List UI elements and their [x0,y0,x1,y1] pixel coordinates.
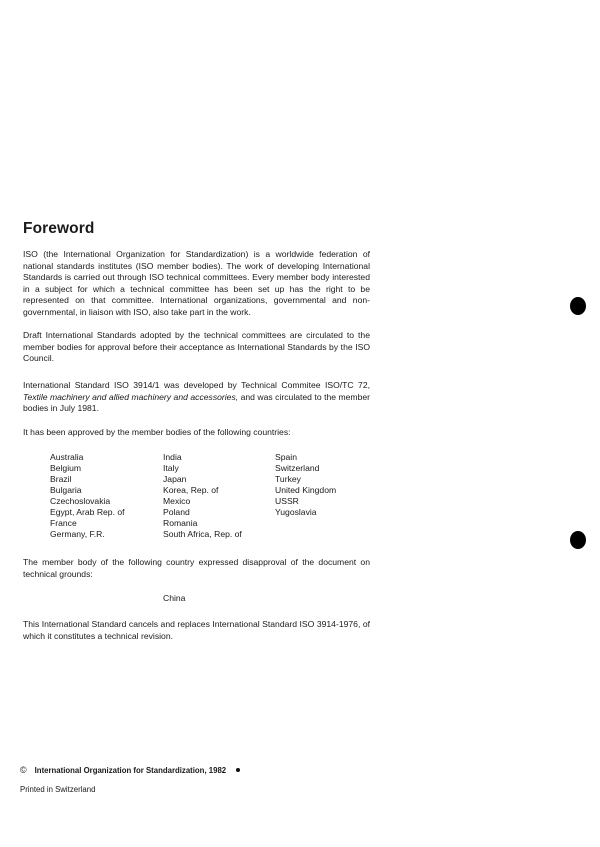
country-item: USSR [275,496,299,506]
country-item: Egypt, Arab Rep. of [50,507,125,517]
country-item: Poland [163,507,190,517]
committee-title: Textile machinery and allied machinery and accessories, [23,391,239,402]
country-item: Germany, F.R. [50,529,105,539]
paragraph-revision: This International Standard cancels and replaces International Standard ISO 3914-1976, of which it constitutes a technical revision. [23,619,370,641]
paragraph-iso-intro: ISO (the International Organization for Standardization) is a worldwide federation of national standards institutes (ISO member bodies). The work of developing International Standards is carried out through ISO technical committees. Every member body interested in a subject for which a technical committee has been set up has the right to be represented on that committee. International organizations, governmental and non-governmental, in liaison with ISO, also take part in the work. [23,249,370,317]
country-column-3 [275,452,336,518]
country-item: Japan [163,474,187,484]
country-item: Bulgaria [50,485,82,495]
paragraph-disapproval: The member body of the following country expressed disapproval of the document on technical grounds: [23,557,370,579]
country-item: Yugoslavia [275,507,317,517]
country-item: Turkey [275,474,301,484]
country-item: Mexico [163,496,191,506]
country-item: Australia [50,452,84,462]
bullet-icon [236,768,240,772]
copyright-text: International Organization for Standardization, 1982 [34,765,227,775]
copyright-icon: © [20,765,27,775]
country-item: South Africa, Rep. of [163,529,242,539]
country-column-2 [163,452,242,540]
country-item: Belgium [50,463,82,473]
country-item: Czechoslovakia [50,496,111,506]
punch-hole-mark [570,297,586,315]
country-item: United Kingdom [275,485,337,495]
copyright-line [20,765,240,775]
country-column-1 [50,452,125,540]
country-item: Italy [163,463,179,473]
country-item: Switzerland [275,463,320,473]
country-item: Korea, Rep. of [163,485,219,495]
country-item: Romania [163,518,198,528]
country-item: Spain [275,452,297,462]
printed-location: Printed in Switzerland [20,785,96,794]
paragraph-development [23,380,370,415]
country-item: India [163,452,182,462]
country-item: France [50,518,77,528]
paragraph-approval: It has been approved by the member bodies of the following countries: [23,427,291,437]
page-title: Foreword [23,220,95,237]
development-text-start: International Standard ISO 3914/1 was developed by Technical Commitee ISO/TC 72, [23,380,370,390]
paragraph-draft-standards: Draft International Standards adopted by the technical committees are circulated to the member bodies for approval before their acceptance as International Standards by the ISO Council. [23,330,370,364]
development-text-end: and was circulated to the member bodies in July 1981. [23,391,371,414]
dissenting-country: China [163,593,186,603]
punch-hole-mark [570,531,586,549]
country-item: Brazil [50,474,72,484]
